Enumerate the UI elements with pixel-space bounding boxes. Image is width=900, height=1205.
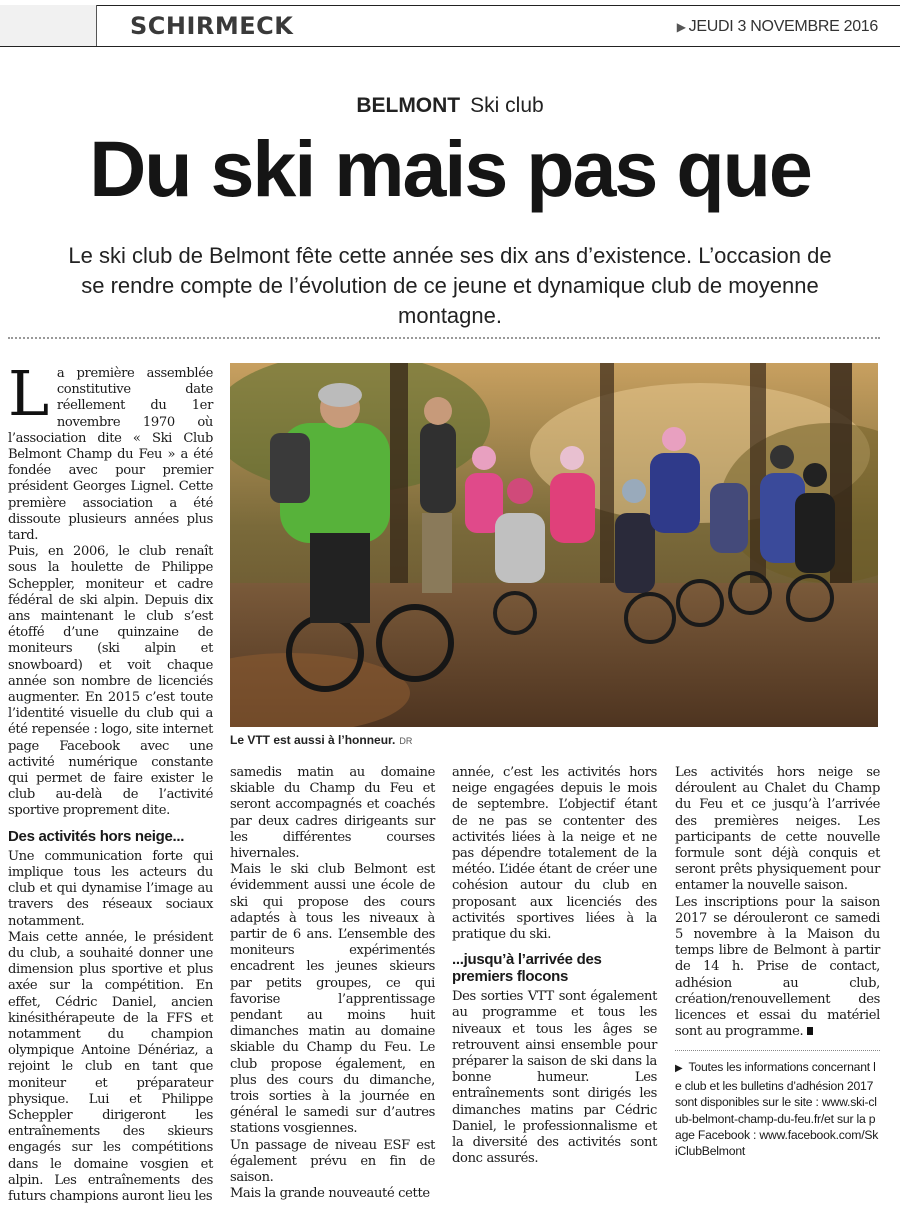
paragraph-12 xyxy=(675,895,880,1041)
info-box xyxy=(675,1050,880,1159)
paragraph-1 xyxy=(8,357,213,544)
lead-divider xyxy=(8,337,880,339)
header-rule-bottom xyxy=(0,46,900,47)
subheading-flocons: ...jusqu’à l’arrivée des premiers flocons xyxy=(452,951,602,986)
article-column-2 xyxy=(230,765,435,1202)
header-rule-top xyxy=(0,5,900,6)
paragraph-2: Puis, en 2006, le club renaît sous la houlette de Philippe Scheppler, moniteur et cadre fédéral de ski alpin. Depuis dix ans maintenant le club s’est étoffé d’une quinzaine de moniteurs (ski alpin et snowboard) et voit chaque année son nombre de licenciés augmenter. En 2015 c’est toute l’identité visuelle du club qui a été repensée : logo, site internet page Facebook avec une activité numérique constante qui permet de faire exister le club au-delà de l’activité sportive proprement dite. xyxy=(8,544,213,819)
end-mark-icon xyxy=(807,1027,813,1035)
header-shade-block xyxy=(0,5,97,47)
paragraph-7: Un passage de niveau ESF est également prévu en fin de saison. xyxy=(230,1137,435,1186)
photo-caption xyxy=(230,733,412,747)
paragraph-5: samedis matin au domaine skiable du Champ du Feu et seront accompagnés et coachés par deux cadres dirigeants sur les différentes courses hivernales. xyxy=(230,765,435,862)
kicker-rubric: Ski club xyxy=(470,94,544,117)
caption-text: Le VTT est aussi à l’honneur. xyxy=(230,733,396,747)
page-header xyxy=(0,5,900,47)
photo-credit: DR xyxy=(399,736,413,746)
publication-date xyxy=(677,18,878,36)
paragraph-8: Mais la grande nouveauté cette xyxy=(230,1186,430,1202)
info-arrow-icon: ▶ xyxy=(675,1063,683,1075)
kicker-location: BELMONT xyxy=(356,94,461,117)
date-arrow-icon: ▶ xyxy=(676,20,686,34)
article-column-4 xyxy=(675,765,880,1160)
paragraph-1-text: a première assemblée constitutive date réellement du 1er novembre 1970 où l’association dite « Ski Club Belmont Champ du Feu » a été fondée avec pour premier président Georges Lignel. Cette première association a été dissoute plusieurs années plus tard. xyxy=(8,366,213,544)
info-text: Toutes les informations concernant le club et les bulletins d’adhésion 2017 sont disponibles sur le site : www.ski-club-belmont-champ-du-feu.fr/et sur la page Facebook : www.facebook.com/SkiClubBelmont xyxy=(675,1060,879,1159)
paragraph-9: année, c’est les activités hors neige engagées depuis le mois de septembre. L’objectif étant de ne pas se contenter des activités liées à la neige et ne pas dépendre totalement de la météo. L’idée étant de créer une cohésion autour du club en proposant aux licenciés des activités sportives liées à la pratique du ski. xyxy=(452,765,657,943)
article-kicker xyxy=(0,94,900,118)
subheading-hors-neige: Des activités hors neige... xyxy=(8,827,185,845)
section-name: SCHIRMECK xyxy=(130,12,294,40)
article-lead: Le ski club de Belmont fête cette année ses dix ans d’existence. L’occasion de se rendre compte de l’évolution de ce jeune et dynamique club de moyenne montagne. xyxy=(68,243,832,328)
article-photo-vtt xyxy=(230,363,878,727)
paragraph-11: Les activités hors neige se déroulent au Chalet du Champ du Feu et ce jusqu’à l’arrivée des premières neiges. Les participants de cette nouvelle formule sont déjà conquis et seront prêts physiquement pour entamer la nouvelle saison. xyxy=(675,765,880,894)
paragraph-3: Une communication forte qui implique tous les acteurs du club et qui dynamise l’image au travers des réseaux sociaux notamment. xyxy=(8,848,213,929)
date-text: JEUDI 3 NOVEMBRE 2016 xyxy=(688,18,878,35)
article-title: Du ski mais pas que xyxy=(89,124,811,213)
drop-cap: L xyxy=(8,357,49,430)
photo-illustration xyxy=(230,363,878,727)
paragraph-12-text: Les inscriptions pour la saison 2017 se dérouleront ce samedi 5 novembre à la Maison du temps libre de Belmont à partir de 14 h. Prise de contact, adhésion au club, création/renouvellement des licences et essai du matériel sont au programme. xyxy=(675,894,880,1040)
paragraph-10: Des sorties VTT sont également au programme et tous les niveaux et tous les âges se retrouvent ainsi ensemble pour préparer la saison de ski dans la bonne humeur. Les entraînements sont dirigés les dimanches matins par Cédric Daniel, le professionnalisme et la diversité des activités sont donc assurés. xyxy=(452,989,657,1167)
article-column-3 xyxy=(452,765,657,1167)
article-column-1 xyxy=(8,357,213,1205)
paragraph-4: Mais cette année, le président du club, a souhaité donner une dimension plus sportive et plus axée sur la compétition. En effet, Cédric Daniel, ancien kinésithérapeute de la FFS et notamment du champion olympique Antoine Dénériaz, a rejoint le club en tant que moniteur et préparateur physique. Lui et Philippe Scheppler dirigeront les entraînements des skieurs engagés sur les compétitions dans le domaine vosgien et alpin. Les entraînements des futurs champions auront lieu les xyxy=(8,929,213,1204)
paragraph-6: Mais le ski club Belmont est évidemment aussi une école de ski qui propose des cours adaptés à tous les niveaux à partir de 6 ans. L’ensemble des moniteurs expérimentés encadrent les jeunes skieurs par petits groupes, ce qui favorise l’apprentissage pendant au moins huit dimanches matin au domaine skiable du Champ du Feu. Le club propose également, en plus des cours du dimanche, trois sorties à la journée en général le samedi sur d’autres stations vosgiennes. xyxy=(230,862,435,1137)
